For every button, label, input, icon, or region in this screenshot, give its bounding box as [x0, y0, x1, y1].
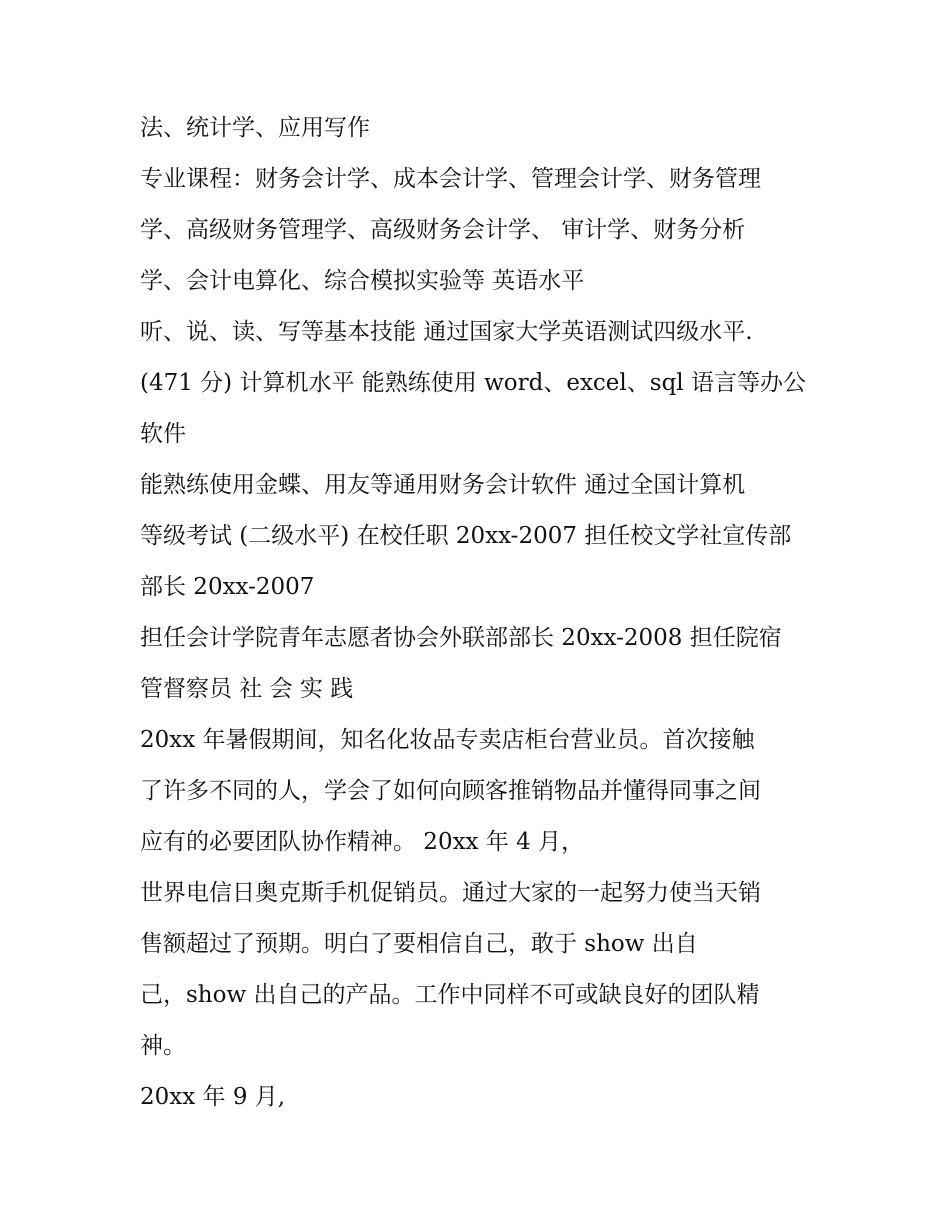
text-line: 能熟练使用金蝶、用友等通用财务会计软件 通过全国计算机: [140, 472, 746, 498]
text-line: 20xx 年 9 月,: [140, 1084, 286, 1110]
text-line: 等级考试 (二级水平) 在校任职 20xx-2007 担任校文学社宣传部: [140, 523, 792, 549]
text-line: 听、说、读、写等基本技能 通过国家大学英语测试四级水平.: [140, 319, 753, 345]
text-line: 20xx 年暑假期间，知名化妆品专卖店柜台营业员。首次接触: [140, 727, 755, 753]
text-line: 售额超过了预期。明白了要相信自己，敢于 show 出自: [140, 931, 698, 957]
text-line: 神。: [140, 1033, 186, 1059]
text-line: 应有的必要团队协作精神。 20xx 年 4 月，: [140, 829, 585, 855]
text-line: 管督察员 社 会 实 践: [140, 676, 354, 702]
text-line: 软件: [140, 421, 186, 447]
text-line: 学、会计电算化、综合模拟实验等 英语水平: [140, 268, 585, 294]
text-line: 部长 20xx-2007: [140, 574, 315, 600]
text-line: 世界电信日奥克斯手机促销员。通过大家的一起努力使当天销: [140, 880, 761, 906]
text-line: 专业课程：财务会计学、成本会计学、管理会计学、财务管理: [140, 166, 761, 192]
text-line: 担任会计学院青年志愿者协会外联部部长 20xx-2008 担任院宿: [140, 625, 782, 651]
text-line: 己，show 出自己的产品。工作中同样不可或缺良好的团队精: [140, 982, 760, 1008]
text-line: (471 分) 计算机水平 能熟练使用 word、excel、sql 语言等办公: [140, 370, 806, 396]
text-line: 法、统计学、应用写作: [140, 115, 370, 141]
text-line: 学、高级财务管理学、高级财务会计学、 审计学、财务分析: [140, 217, 746, 243]
text-line: 了许多不同的人，学会了如何向顾客推销物品并懂得同事之间: [140, 778, 761, 804]
document-body: [140, 108, 820, 1128]
